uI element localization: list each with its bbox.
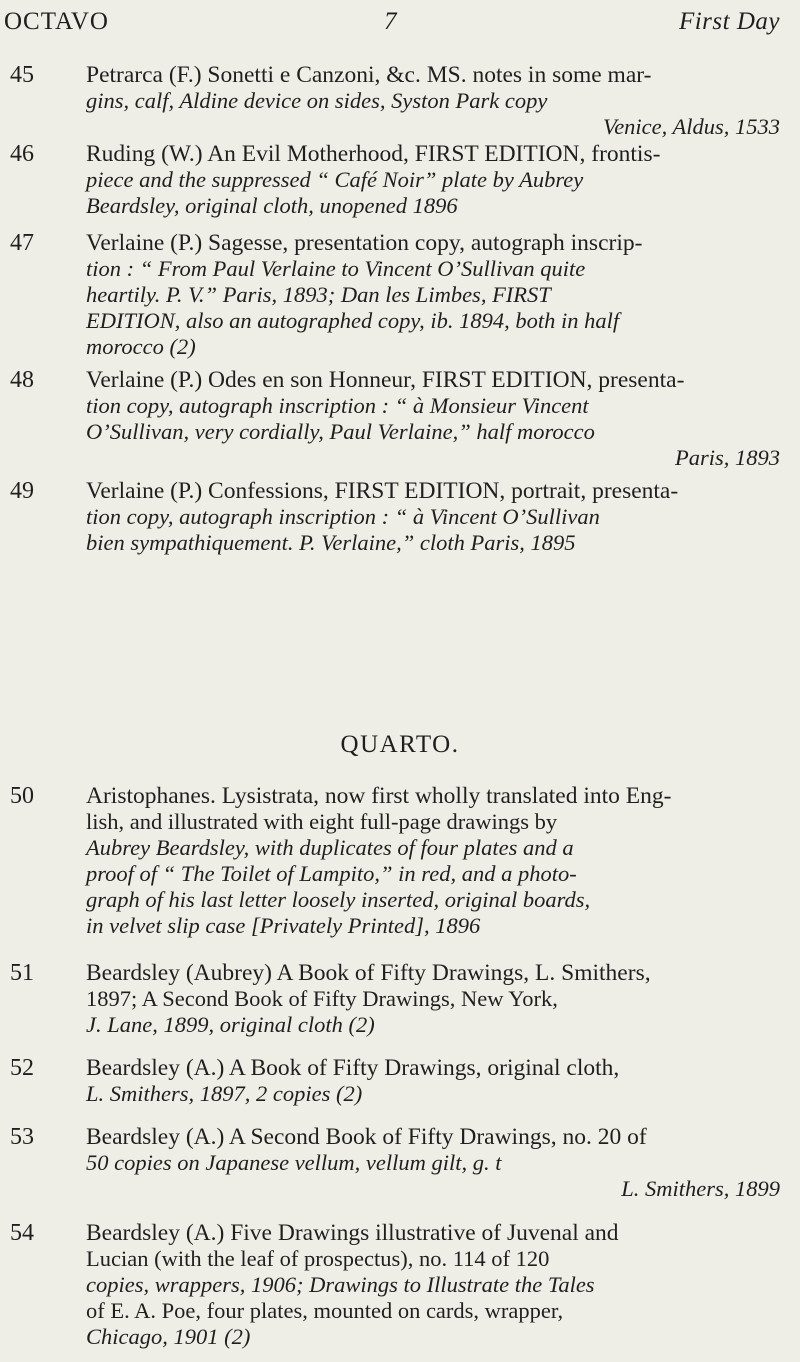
lot-line: Beardsley (A.) A Book of Fifty Drawings, original cloth, — [86, 1055, 620, 1081]
lot-number: 51 — [10, 960, 34, 986]
lot-imprint: Paris, 1893 — [674, 445, 780, 470]
lot-line: graph of his last letter loosely inserted, original boards, — [86, 887, 591, 912]
lot-number: 46 — [10, 141, 34, 167]
lot-description — [86, 1055, 780, 1107]
lot-number: 52 — [10, 1055, 34, 1081]
lot-description — [86, 960, 780, 1038]
lot-line: Verlaine (P.) Confessions, FIRST EDITION, portrait, presenta- — [86, 478, 679, 504]
lot-line: piece and the suppressed “ Café Noir” plate by Aubrey — [86, 167, 584, 192]
lot-line: Ruding (W.) An Evil Motherhood, FIRST EDITION, frontis- — [86, 141, 661, 167]
lot-line: heartily. P. V.” Paris, 1893; Dan les Limbes, FIRST — [86, 282, 551, 307]
header-section-title: OCTAVO — [4, 8, 109, 35]
lot-line: Beardsley (A.) A Second Book of Fifty Drawings, no. 20 of — [86, 1124, 647, 1150]
lot-description — [86, 230, 780, 360]
lot-number: 48 — [10, 367, 34, 393]
lot-line: of E. A. Poe, four plates, mounted on cards, wrapper, — [86, 1298, 564, 1323]
lot-line: Aubrey Beardsley, with duplicates of four plates and a — [86, 835, 574, 860]
lot-number: 50 — [10, 783, 34, 809]
lot-line: J. Lane, 1899, original cloth (2) — [86, 1012, 375, 1037]
lot-description — [86, 62, 780, 140]
lot-line: Verlaine (P.) Sagesse, presentation copy, autograph inscrip- — [86, 230, 643, 256]
lot-line: lish, and illustrated with eight full-page drawings by — [86, 809, 558, 834]
lot-description — [86, 367, 780, 471]
lot-imprint: L. Smithers, 1899 — [621, 1176, 780, 1201]
lot-line: 50 copies on Japanese vellum, vellum gilt, g. t — [86, 1150, 502, 1175]
lot-line: gins, calf, Aldine device on sides, Syston Park copy — [86, 88, 548, 113]
lot-line: Petrarca (F.) Sonetti e Canzoni, &c. MS. notes in some mar- — [86, 62, 652, 88]
lot-line: Chicago, 1901 (2) — [86, 1324, 251, 1349]
lot-description — [86, 478, 780, 556]
header-day: First Day — [678, 8, 780, 35]
lot-line: Verlaine (P.) Odes en son Honneur, FIRST EDITION, presenta- — [86, 367, 685, 393]
section-heading: QUARTO. — [340, 731, 460, 758]
lot-line: EDITION, also an autographed copy, ib. 1894, both in half — [86, 308, 620, 333]
page-number: 7 — [384, 8, 397, 35]
lot-line: tion : “ From Paul Verlaine to Vincent O’Sullivan quite — [86, 256, 586, 281]
lot-line: tion copy, autograph inscription : “ à Vincent O’Sullivan — [86, 504, 600, 529]
lot-imprint: Venice, Aldus, 1533 — [602, 114, 780, 139]
lot-line: O’Sullivan, very cordially, Paul Verlaine,” half morocco — [86, 419, 595, 444]
lot-description — [86, 1124, 780, 1202]
lot-number: 45 — [10, 62, 34, 88]
lot-line: bien sympathiquement. P. Verlaine,” cloth Paris, 1895 — [86, 530, 576, 555]
page-header — [0, 8, 800, 40]
lot-description — [86, 141, 780, 219]
lot-description — [86, 1220, 780, 1350]
lot-number: 53 — [10, 1124, 34, 1150]
lot-line: Beardsley (Aubrey) A Book of Fifty Drawings, L. Smithers, — [86, 960, 651, 986]
lot-line: L. Smithers, 1897, 2 copies (2) — [86, 1081, 363, 1106]
lot-number: 54 — [10, 1220, 34, 1246]
lot-line: Beardsley, original cloth, unopened 1896 — [86, 193, 458, 218]
lot-number: 49 — [10, 478, 34, 504]
lot-line: 1897; A Second Book of Fifty Drawings, New York, — [86, 986, 558, 1011]
lot-line: Beardsley (A.) Five Drawings illustrative of Juvenal and — [86, 1220, 619, 1246]
lot-line: morocco (2) — [86, 334, 196, 359]
lot-line: proof of “ The Toilet of Lampito,” in red, and a photo- — [86, 861, 577, 886]
lot-line: Lucian (with the leaf of prospectus), no. 114 of 120 — [86, 1246, 550, 1271]
lot-line: tion copy, autograph inscription : “ à Monsieur Vincent — [86, 393, 589, 418]
lot-line: copies, wrappers, 1906; Drawings to Illustrate the Tales — [86, 1272, 595, 1297]
lot-line: Aristophanes. Lysistrata, now first wholly translated into Eng- — [86, 783, 672, 809]
lot-line: in velvet slip case [Privately Printed], 1896 — [86, 913, 481, 938]
lot-description — [86, 783, 780, 939]
lot-number: 47 — [10, 230, 34, 256]
